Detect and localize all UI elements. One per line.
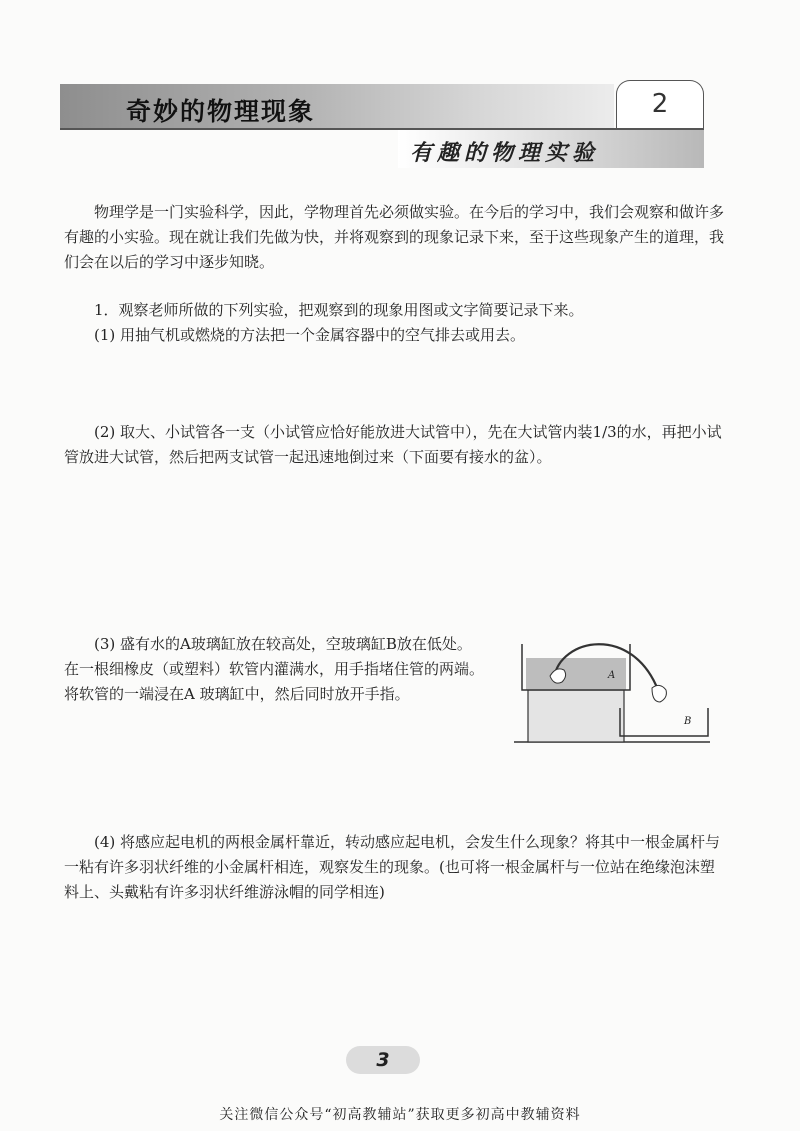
label-a: A bbox=[608, 670, 616, 681]
chapter-title: 奇妙的物理现象 bbox=[126, 97, 316, 126]
question-1-item-2: (2) 取大、小试管各一支（小试管应恰好能放进大试管中），先在大试管内装1/3的水，再把小试管放进大试管，然后把两支试管一起迅速地倒过来（下面要有接水的盆）。 bbox=[64, 423, 722, 466]
footer-note: 关注微信公众号“初高教辅站”获取更多初高中教辅资料 bbox=[219, 1107, 581, 1123]
chapter-number: 2 bbox=[616, 80, 704, 128]
page-number: 3 bbox=[376, 1049, 390, 1071]
siphon-figure bbox=[512, 632, 712, 748]
label-b: B bbox=[684, 716, 692, 727]
section-title: 有趣的物理实验 bbox=[410, 141, 600, 166]
intro-paragraph: 物理学是一门实验科学，因此，学物理首先必须做实验。在今后的学习中，我们会观察和做许多有趣的小实验。现在就让我们先做为快，并将观察到的现象记录下来，至于这些现象产生的道理，我们会在以后的学习中逐步知晓。 bbox=[64, 203, 725, 271]
question-1-item-1: (1) 用抽气机或燃烧的方法把一个金属容器中的空气排去或用去。 bbox=[94, 326, 526, 344]
hand-right bbox=[652, 685, 666, 702]
chapter-header bbox=[60, 80, 704, 170]
tank-b bbox=[620, 708, 708, 736]
question-1-item-4: (4) 将感应起电机的两根金属杆靠近，转动感应起电机，会发生什么现象？将其中一根金属杆与一粘有许多羽状纤维的小金属杆相连，观察发生的现象。(也可将一根金属杆与一位站在绝缘泡沫塑料上、头戴粘有许多羽状纤维游泳帽的同学相连) bbox=[64, 833, 721, 901]
question-1-prompt: 1．观察老师所做的下列实验，把观察到的现象用图或文字简要记录下来。 bbox=[94, 301, 584, 319]
question-1-item-3: (3) 盛有水的A玻璃缸放在较高处，空玻璃缸B放在低处。在一根细橡皮（或塑料）软管内灌满水，用手指堵住管的两端。将软管的一端浸在A 玻璃缸中，然后同时放开手指。 bbox=[64, 635, 485, 703]
stand-block bbox=[528, 690, 624, 742]
